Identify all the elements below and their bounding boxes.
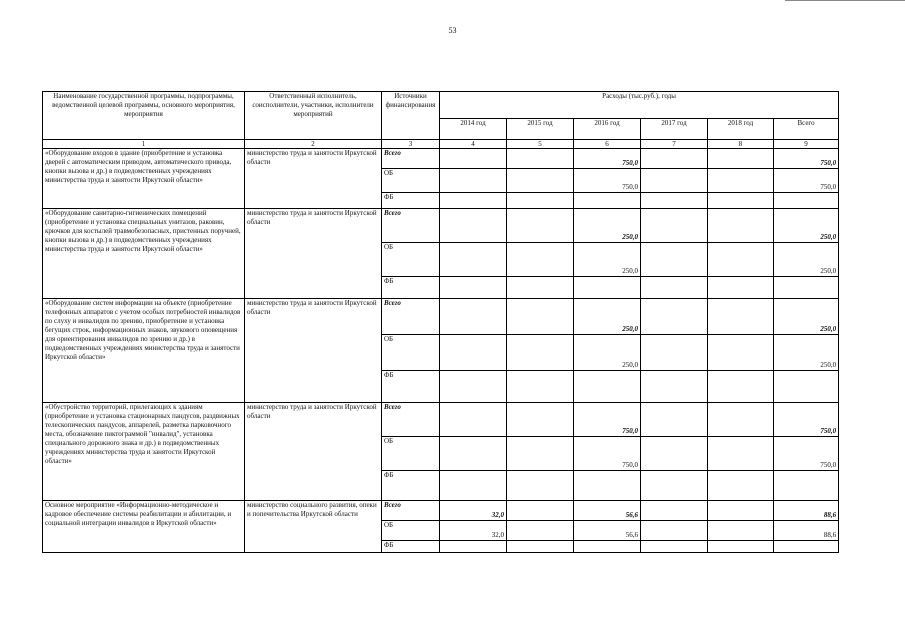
funding-source: ФБ [382, 277, 440, 299]
column-number: 5 [507, 140, 574, 149]
year-value [641, 541, 708, 553]
year-value: 32,0 [440, 521, 507, 541]
header-year: 2018 год [708, 119, 774, 140]
year-value [507, 169, 574, 193]
year-value [708, 193, 774, 209]
year-value [507, 501, 574, 521]
funding-source: ФБ [382, 193, 440, 209]
total-value [774, 471, 839, 501]
year-value: 250,0 [574, 243, 641, 277]
year-value [641, 521, 708, 541]
year-value [440, 169, 507, 193]
year-value [708, 335, 774, 371]
year-value [440, 299, 507, 335]
year-value [574, 193, 641, 209]
column-number: 2 [245, 140, 382, 149]
year-value [440, 193, 507, 209]
funding-source: ФБ [382, 541, 440, 553]
year-value [708, 521, 774, 541]
year-value [708, 277, 774, 299]
header-name: Наименование государственной программы, подпрограммы, ведомственной целевой программы, основного мероприятия, мероприятия [43, 92, 245, 140]
year-value [708, 149, 774, 169]
year-value: 250,0 [574, 209, 641, 243]
year-value [507, 209, 574, 243]
year-value [507, 277, 574, 299]
year-value [708, 299, 774, 335]
year-value [507, 371, 574, 403]
year-value [708, 541, 774, 553]
corner-rule [785, 0, 905, 1]
column-number: 8 [708, 140, 774, 149]
table-row [43, 299, 839, 335]
year-value [641, 277, 708, 299]
measure-name: «Оборудование систем информации на объекте (приобретение телефонных аппаратов с учетом особых потребностей инвалидов по слуху и инвалидов по зрению, приобретение и установка бегущих строк, информационных знаков, звукового оповещения для ориентирования инвалидов по зрению и др.) в подведомственных учреждениях министерства труда и занятости Иркутской области» [43, 299, 245, 403]
year-value [440, 149, 507, 169]
table-row [43, 149, 839, 169]
year-value [507, 471, 574, 501]
year-value [507, 193, 574, 209]
total-value: 750,0 [774, 149, 839, 169]
column-number: 1 [43, 140, 245, 149]
funding-source: ОБ [382, 521, 440, 541]
total-value: 750,0 [774, 437, 839, 471]
year-value [440, 437, 507, 471]
total-value: 250,0 [774, 243, 839, 277]
measure-name: Основное мероприятие «Информационно-методическое и кадровое обеспечение системы реабилитации и абилитации, и социальной интеграции инвалидов в Иркутской области» [43, 501, 245, 553]
year-value [507, 243, 574, 277]
total-value: 88,6 [774, 521, 839, 541]
header-expenses: Расходы (тыс.руб.), годы [440, 92, 839, 119]
funding-source: Всего [382, 299, 440, 335]
year-value [641, 193, 708, 209]
budget-table [42, 91, 839, 553]
year-value [708, 371, 774, 403]
year-value [708, 471, 774, 501]
year-value [641, 501, 708, 521]
year-value [574, 471, 641, 501]
funding-source: ОБ [382, 243, 440, 277]
measure-name: «Оборудование санитарно-гигиенических помещений (приобретение и установка специальных унитазов, раковин, крючков для костылей травмобезопасных, пристенных поручней, кнопки вызова и др.) в подведомственных учреждениях министерства труда и занятости Иркутской области» [43, 209, 245, 299]
year-value: 750,0 [574, 169, 641, 193]
year-value: 250,0 [574, 299, 641, 335]
total-value [774, 541, 839, 553]
year-value: 56,6 [574, 501, 641, 521]
year-value: 32,0 [440, 501, 507, 521]
year-value [708, 169, 774, 193]
year-value [440, 209, 507, 243]
total-value: 250,0 [774, 299, 839, 335]
year-value [440, 243, 507, 277]
year-value [507, 437, 574, 471]
year-value [641, 471, 708, 501]
year-value [641, 209, 708, 243]
total-value [774, 193, 839, 209]
year-value [574, 541, 641, 553]
column-number: 4 [440, 140, 507, 149]
measure-name: «Обустройство территорий, прилегающих к зданиям (приобретение и установка стационарных пандусов, раздвижных телескопических пандусов, аппарелей, разметка парковочного места, обозначение пиктограммой "инвалид", установка специального дорожного знака и др.) в подведомственных учреждениях министерства труда и занятости Иркутской области» [43, 403, 245, 501]
total-value: 250,0 [774, 335, 839, 371]
header-executor: Ответственный исполнитель, соисполнители, участники, исполнители мероприятий [245, 92, 382, 140]
total-value [774, 277, 839, 299]
column-number: 3 [382, 140, 440, 149]
year-value [440, 371, 507, 403]
measure-executor: министерство труда и занятости Иркутской области [245, 403, 382, 501]
year-value [507, 149, 574, 169]
year-value [641, 403, 708, 437]
year-value: 750,0 [574, 437, 641, 471]
year-value [708, 403, 774, 437]
funding-source: ФБ [382, 371, 440, 403]
column-number: 7 [641, 140, 708, 149]
year-value [708, 501, 774, 521]
funding-source: ФБ [382, 471, 440, 501]
header-year: 2017 год [641, 119, 708, 140]
year-value [641, 149, 708, 169]
year-value [641, 371, 708, 403]
year-value [708, 209, 774, 243]
table-row [43, 501, 839, 521]
column-number: 9 [774, 140, 839, 149]
page-number: 53 [448, 26, 457, 35]
total-value: 88,6 [774, 501, 839, 521]
year-value: 56,6 [574, 521, 641, 541]
measure-executor: министерство труда и занятости Иркутской области [245, 149, 382, 209]
total-value: 750,0 [774, 403, 839, 437]
year-value [507, 299, 574, 335]
year-value [440, 541, 507, 553]
year-value: 250,0 [574, 335, 641, 371]
header-year: 2014 год [440, 119, 507, 140]
year-value [641, 243, 708, 277]
funding-source: ОБ [382, 437, 440, 471]
year-value [641, 299, 708, 335]
table-row [43, 209, 839, 243]
year-value: 750,0 [574, 403, 641, 437]
year-value [440, 277, 507, 299]
year-value [440, 471, 507, 501]
header-year: 2015 год [507, 119, 574, 140]
year-value [440, 335, 507, 371]
column-number: 6 [574, 140, 641, 149]
header-total: Всего [774, 119, 839, 140]
table-row [43, 403, 839, 437]
funding-source: ОБ [382, 335, 440, 371]
year-value [574, 371, 641, 403]
measure-executor: министерство труда и занятости Иркутской области [245, 209, 382, 299]
year-value [507, 521, 574, 541]
measure-name: «Оборудование входов в здание (приобретение и установка дверей с автоматическим приводом, автоматического привода, кнопки вызова и др.) в подведомственных учреждениях министерства труда и занятости Иркутской области» [43, 149, 245, 209]
year-value [708, 437, 774, 471]
measure-executor: министерство социального развития, опеки и попечительства Иркутской области [245, 501, 382, 553]
year-value [507, 403, 574, 437]
total-value [774, 371, 839, 403]
year-value [440, 403, 507, 437]
year-value [641, 169, 708, 193]
year-value [507, 541, 574, 553]
funding-source: Всего [382, 403, 440, 437]
funding-source: Всего [382, 209, 440, 243]
total-value: 250,0 [774, 209, 839, 243]
year-value [574, 277, 641, 299]
measure-executor: министерство труда и занятости Иркутской области [245, 299, 382, 403]
year-value [507, 335, 574, 371]
year-value: 750,0 [574, 149, 641, 169]
funding-source: Всего [382, 149, 440, 169]
year-value [641, 437, 708, 471]
funding-source: Всего [382, 501, 440, 521]
year-value [641, 335, 708, 371]
header-year: 2016 год [574, 119, 641, 140]
header-sources: Источники финансирования [382, 92, 440, 140]
funding-source: ОБ [382, 169, 440, 193]
year-value [708, 243, 774, 277]
total-value: 750,0 [774, 169, 839, 193]
